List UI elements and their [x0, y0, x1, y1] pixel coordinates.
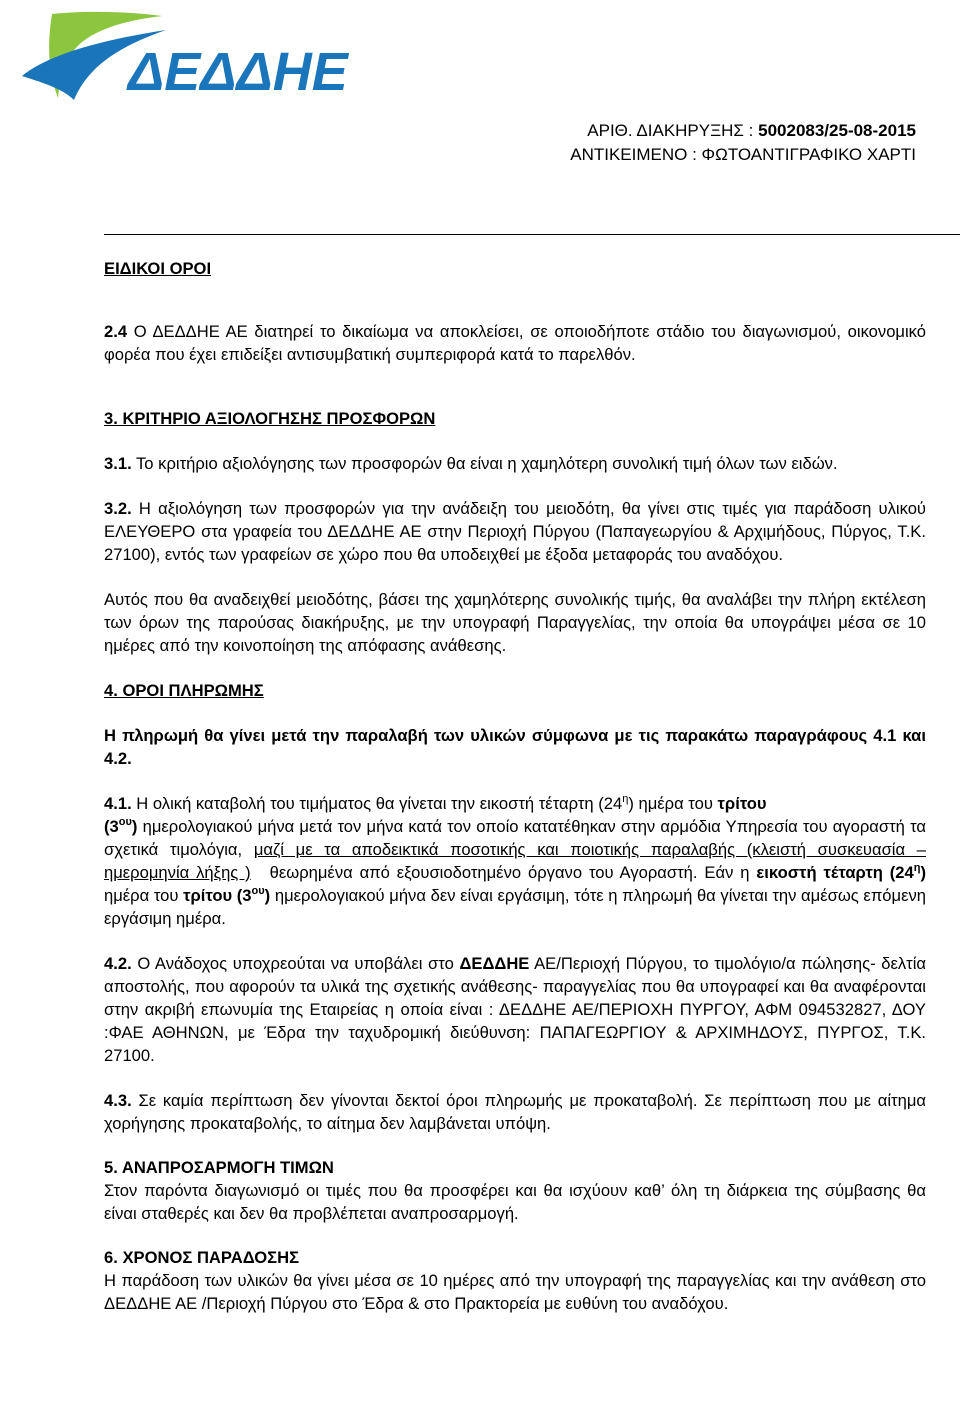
section-6-heading: 6. ΧΡΟΝΟΣ ΠΑΡΑΔΟΣΗΣ	[104, 1248, 300, 1267]
paragraph-4-1: 4.1. Η ολική καταβολή του τιμήματος θα γίνεται την εικοστή τέταρτη $(24^\eta)$ ημέρα του τρίτου $(3^{o\upsilon})$ ημερολογιακού μήνα μετά τον μήνα κατά τον οποίο κατατέθηκαν στην αρμόδια Υπηρεσία του αγοραστή τα σχετικά τιμολόγια, μαζί με τα αποδεικτικά ποσοτικής και ποιοτικής παραλαβής (κλειστή συσκευασία – ημερομηνία λήξης ) θεωρημένα από εξουσιοδοτημένο όργανο του Αγοραστή. Εάν η εικοστή τέταρτη $(24^\eta)$ ημέρα του τρίτου $(3^{o\upsilon})$ ημερολογιακού μήνα δεν είναι εργάσιμη, τότε η πληρωμή θα γίνεται την αμέσως επόμενη εργάσιμη ημέρα.	[104, 793, 927, 928]
special-terms-heading: ΕΙΔΙΚΟΙ ΟΡΟΙ	[104, 259, 212, 278]
paragraph-winner: Αυτός που θα αναδειχθεί μειοδότης, βάσει της χαμηλότερης συνολικής τιμής, θα αναλάβει την πλήρη εκτέλεση των όρων της παρούσας διακήρυξης, με την υπογραφή Παραγγελίας, την οποία θα υπογράψει μέσα σε 10 ημέρες από την κοινοποίηση της απόφασης ανάθεσης.	[104, 590, 926, 655]
section-5-heading: 5. ΑΝΑΠΡΟΣΑΡΜΟΓΗ ΤΙΜΩΝ	[104, 1158, 334, 1177]
paragraph-2-4: 2.4 Ο ΔΕΔΔΗΕ ΑΕ διατηρεί το δικαίωμα να αποκλείσει, σε οποιοδήποτε στάδιο του διαγωνισμού, οικονομικό φορέα που έχει επιδείξει αντισυμβατική συμπεριφορά κατά το παρελθόν.	[104, 322, 926, 364]
tender-subject: ΑΝΤΙΚΕΙΜΕΝΟ : ΦΩΤΟΑΝΤΙΓΡΑΦΙΚΟ ΧΑΡΤΙ	[570, 145, 916, 164]
company-logo	[16, 6, 356, 116]
section-3-heading: 3. ΚΡΙΤΗΡΙΟ ΑΞΙΟΛΟΓΗΣΗΣ ΠΡΟΣΦΟΡΩΝ	[104, 409, 436, 428]
section-4-heading: 4. ΟΡΟΙ ΠΛΗΡΩΜΗΣ	[104, 681, 264, 700]
section-5-text: Στον παρόντα διαγωνισμό οι τιμές που θα προσφέρει και θα ισχύουν καθ’ όλη τη διάρκεια της σύμβασης θα είναι σταθερές και δεν θα προβλέπεται αναπροσαρμογή.	[104, 1181, 926, 1223]
paragraph-3-1: 3.1. Το κριτήριο αξιολόγησης των προσφορών θα είναι η χαμηλότερη συνολική τιμή όλων των ειδών.	[104, 454, 838, 473]
header-divider	[104, 234, 960, 235]
paragraph-4-2: 4.2. Ο Ανάδοχος υποχρεούται να υποβάλει στο ΔΕΔΔΗΕ ΑΕ/Περιοχή Πύργου, το τιμολόγιο/α πώλησης- δελτία αποστολής, που αφορούν τα υλικά της σχετικής ανάθεσης- παραγγελίας που θα υπογραφεί και θα αναφέρονται στην ακριβή επωνυμία της Εταιρείας η οποία είναι : ΔΕΔΔΗΕ ΑΕ/ΠΕΡΙΟΧΗ ΠΥΡΓΟΥ, ΑΦΜ 094532827, ΔΟΥ :ΦΑΕ ΑΘΗΝΩΝ, με Έδρα την ταχυδρομική διεύθυνση: ΠΑΠΑΓΕΩΡΓΙΟΥ & ΑΡΧΙΜΗΔΟΥΣ, ΠΥΡΓΟΣ, Τ.Κ. 27100.	[104, 954, 926, 1065]
logo-mark-icon	[16, 6, 356, 116]
paragraph-4-3: 4.3. Σε καμία περίπτωση δεν γίνονται δεκτοί όροι πληρωμής με προκαταβολή. Σε περίπτωση που με αίτημα χορήγησης προκαταβολής, το αίτημα δεν λαμβάνεται υπόψη.	[104, 1091, 926, 1133]
logo-text: ΔΕΔΔΗΕ	[128, 42, 348, 102]
document-body	[104, 257, 926, 1315]
document-header	[570, 119, 916, 167]
payment-intro: Η πληρωμή θα γίνει μετά την παραλαβή των υλικών σύμφωνα με τις παρακάτω παραγράφους 4.1 και 4.2.	[104, 726, 926, 768]
paragraph-3-2: 3.2. Η αξιολόγηση των προσφορών για την ανάδειξη του μειοδότη, θα γίνει στις τιμές για παράδοση υλικού ΕΛΕΥΘΕΡΟ στα γραφεία του ΔΕΔΔΗΕ ΑΕ στην Περιοχή Πύργου (Παπαγεωργίου & Αρχιμήδους, Πύργος, Τ.Κ. 27100), εντός των γραφείων σε χώρο που θα υποδειχθεί με έξοδα μεταφοράς του αναδόχου.	[104, 499, 926, 564]
tender-number: ΑΡΙΘ. ΔΙΑΚΗΡΥΞΗΣ : 5002083/25-08-2015	[587, 121, 916, 140]
section-6-text: Η παράδοση των υλικών θα γίνει μέσα σε 10 ημέρες από την υπογραφή της παραγγελίας και την ανάθεση στο ΔΕΔΔΗΕ ΑΕ /Περιοχή Πύργου στο Έδρα & στο Πρακτορεία με ευθύνη του αναδόχου.	[104, 1271, 926, 1313]
